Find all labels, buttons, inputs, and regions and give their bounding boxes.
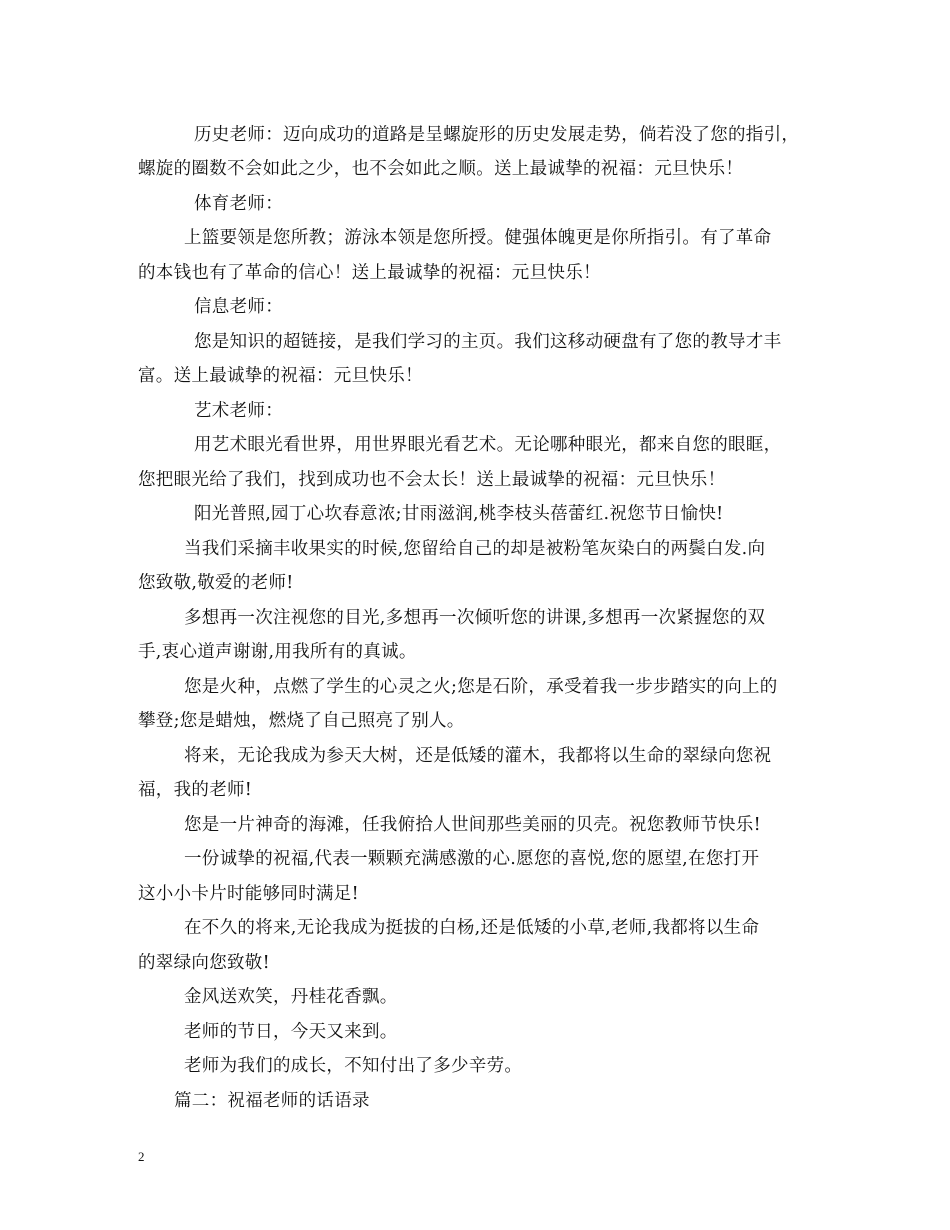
text-line: 老师为我们的成长，不知付出了多少辛劳。 [184, 1056, 523, 1076]
text-line: 将来，无论我成为参天大树，还是低矮的灌木，我都将以生命的翠绿向您祝 [184, 746, 772, 766]
text-line: 富。送上最诚挚的祝福：元旦快乐！ [138, 366, 423, 386]
text-line: 信息老师： [194, 297, 283, 317]
text-line: 您是火种，点燃了学生的心灵之火;您是石阶，承受着我一步步踏实的向上的 [184, 677, 778, 697]
text-line: 上篮要领是您所教；游泳本领是您所授。健强体魄更是你所指引。有了革命 [184, 228, 772, 248]
text-line: 在不久的将来,无论我成为挺拔的白杨,还是低矮的小草,老师,我都将以生命 [184, 918, 760, 938]
text-line: 福，我的老师! [138, 780, 253, 800]
text-line: 您是一片神奇的海滩，任我俯拾人世间那些美丽的贝壳。祝您教师节快乐! [184, 815, 761, 835]
text-line: 您把眼光给了我们，找到成功也不会太长！送上最诚挚的祝福：元旦快乐！ [138, 470, 726, 490]
text-line: 阳光普照,园丁心坎春意浓;甘雨滋润,桃李枝头蓓蕾红.祝您节日愉快! [194, 504, 724, 524]
text-line: 多想再一次注视您的目光,多想再一次倾听您的讲课,多想再一次紧握您的双 [184, 608, 766, 628]
text-line: 手,衷心道声谢谢,用我所有的真诚。 [138, 642, 417, 662]
text-line: 艺术老师： [194, 401, 283, 421]
text-line: 老师的节日，今天又来到。 [184, 1022, 398, 1042]
text-line: 的本钱也有了革命的信心！送上最诚挚的祝福：元旦快乐！ [138, 263, 601, 283]
text-line: 的翠绿向您致敬! [138, 953, 270, 973]
text-line: 金风送欢笑，丹桂花香飘。 [184, 987, 398, 1007]
text-line: 历史老师：迈向成功的道路是呈螺旋形的历史发展走势，倘若没了您的指引， [194, 125, 800, 145]
text-line: 攀登;您是蜡烛，燃烧了自己照亮了别人。 [138, 711, 465, 731]
page-number: 2 [138, 1149, 145, 1164]
text-line: 体育老师： [194, 194, 283, 214]
text-line: 一份诚挚的祝福,代表一颗颗充满感激的心.愿您的喜悦,您的愿望,在您打开 [184, 849, 760, 869]
text-line: 这小小卡片时能够同时满足! [138, 884, 359, 904]
section-heading: 篇二：祝福老师的话语录 [174, 1091, 370, 1111]
text-line: 用艺术眼光看世界，用世界眼光看艺术。无论哪种眼光，都来自您的眼眶， [194, 435, 782, 455]
text-line: 当我们采摘丰收果实的时候,您留给自己的却是被粉笔灰染白的两鬓白发.向 [184, 539, 766, 559]
text-line: 您致敬,敬爱的老师! [138, 573, 294, 593]
text-line: 您是知识的超链接，是我们学习的主页。我们这移动硬盘有了您的教导才丰 [194, 332, 782, 352]
text-line: 螺旋的圈数不会如此之少，也不会如此之顺。送上最诚挚的祝福：元旦快乐！ [138, 159, 744, 179]
